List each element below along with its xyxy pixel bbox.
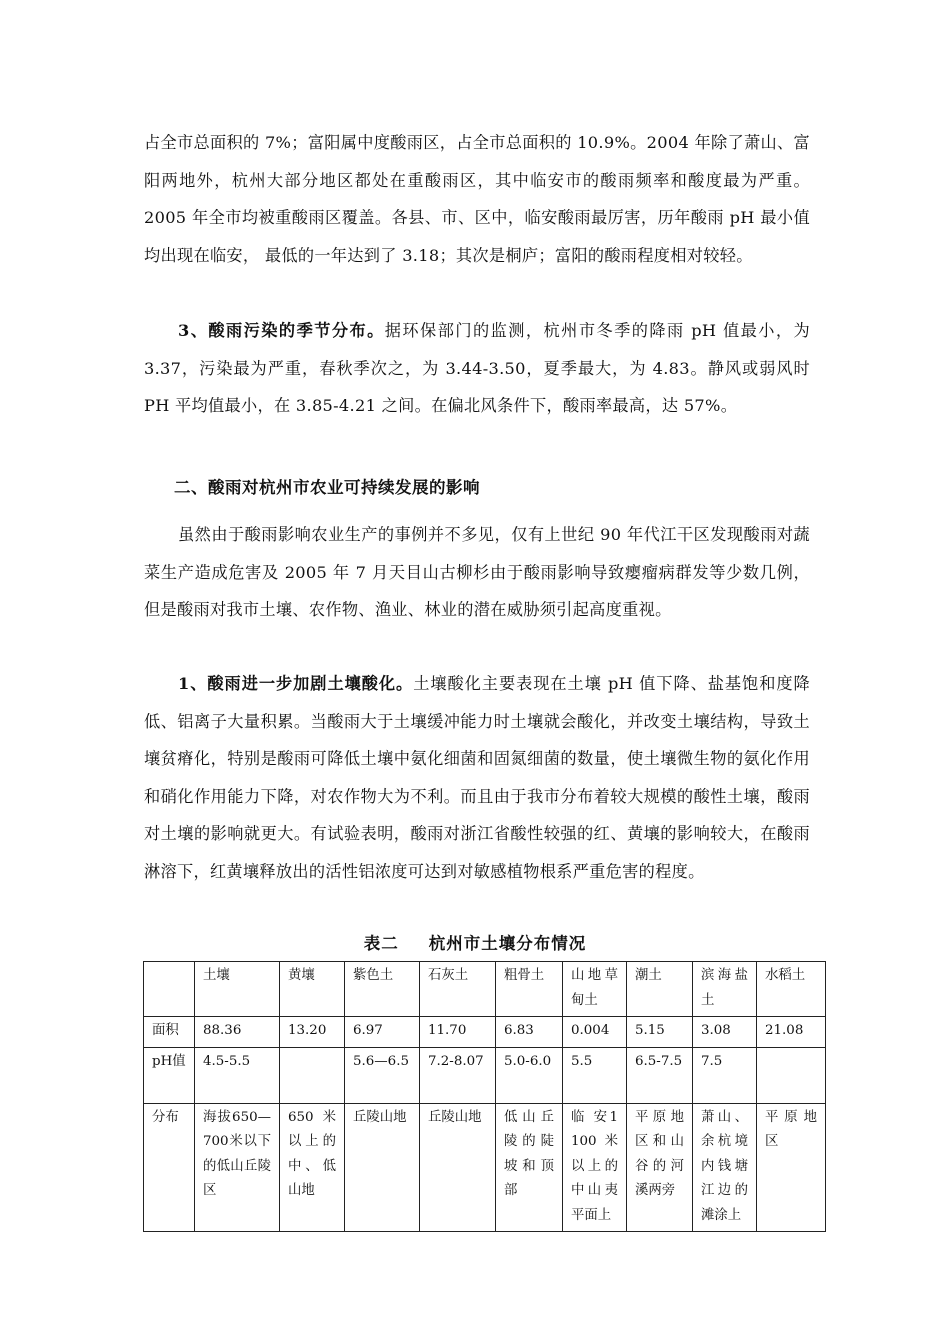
table-cell: 丘陵山地 [345,1103,420,1232]
table-cell: 7.5 [693,1047,757,1103]
table-cell: 13.20 [280,1017,345,1048]
table-row-area [144,1017,826,1048]
table-header-row [144,962,826,1017]
paragraph-body-soil: 土壤酸化主要表现在土壤 pH 值下降、盐基饱和度降低、铝离子大量积累。当酸雨大于土壤缓冲能力时土壤就会酸化，并改变土壤结构，导致土壤贫瘠化，特别是酸雨可降低土壤中氨化细菌和固氮细菌的数量，使土壤微生物的氨化作用和硝化作用能力下降，对农作物大为不利。而且由于我市分布着较大规模的酸性土壤，酸雨对土壤的影响就更大。有试验表明，酸雨对浙江省酸性较强的红、黄壤的影响较大，在酸雨淋溶下，红黄壤释放出的活性铝浓度可达到对敏感植物根系严重危害的程度。 [144,674,810,881]
table-header-cell: 土壤 [195,962,280,1017]
soil-distribution-table [143,961,826,1232]
paragraph-intro-impact: 虽然由于酸雨影响农业生产的事例并不多见，仅有上世纪 90 年代江干区发现酸雨对蔬菜生产造成危害及 2005 年 7 月天目山古柳杉由于酸雨影响导致瘿瘤病群发等少数几例，但是酸雨对我市土壤、农作物、渔业、林业的潜在威胁须引起高度重视。 [144,525,810,619]
table-cell: 0.004 [563,1017,627,1048]
table-number: 表二 [363,934,399,953]
paragraph-acid-rain-distribution: 占全市总面积的 7%；富阳属中度酸雨区，占全市总面积的 10.9%。2004 年除了萧山、富阳两地外，杭州大部分地区都处在重酸雨区，其中临安市的酸雨频率和酸度最为严重。2005 年全市均被重酸雨区覆盖。各县、市、区中，临安酸雨最厉害，历年酸雨 pH 最小值均出现在临安， 最低的一年达到了 3.18；其次是桐庐；富阳的酸雨程度相对较轻。 [144,133,810,265]
table-cell: 5.15 [627,1017,693,1048]
table-header-cell: 潮土 [627,962,693,1017]
table-row-label: 分布 [144,1103,195,1232]
table-header-cell: 石灰土 [420,962,496,1017]
paragraph-lead-soil: 1、酸雨进一步加剧土壤酸化。 [178,674,414,693]
table-cell: 海拔650—700米以下的低山丘陵区 [195,1103,280,1232]
table-cell [280,1047,345,1103]
table-cell: 6.97 [345,1017,420,1048]
table-row-label: pH值 [144,1047,195,1103]
table-header-cell: 滨海盐土 [693,962,757,1017]
table-cell: 5.6—6.5 [345,1047,420,1103]
table-cell: 21.08 [757,1017,826,1048]
table-cell: 7.2-8.07 [420,1047,496,1103]
table-header-cell: 紫色土 [345,962,420,1017]
table-header-cell: 黄壤 [280,962,345,1017]
table-cell: 6.83 [496,1017,563,1048]
table-cell: 临 安1100米以上的中山夷平面上 [563,1103,627,1232]
table-header-cell: 山地草甸土 [563,962,627,1017]
table-cell: 萧山、余杭境内钱塘江边的滩涂上 [693,1103,757,1232]
paragraph-seasonal-distribution [144,312,810,425]
table-cell: 88.36 [195,1017,280,1048]
table-row-distribution [144,1103,826,1232]
table-row-ph [144,1047,826,1103]
table-cell: 11.70 [420,1017,496,1048]
table-cell: 平原地区 [757,1103,826,1232]
table-caption [0,930,950,954]
section-heading: 二、酸雨对杭州市农业可持续发展的影响 [174,478,480,497]
paragraph-body-seasonal: 据环保部门的监测，杭州市冬季的降雨 pH 值最小，为 3.37，污染最为严重，春秋季次之，为 3.44-3.50，夏季最大，为 4.83。静风或弱风时 PH 平均值最小，在 3.85-4.21 之间。在偏北风条件下，酸雨率最高，达 57%。 [144,321,810,415]
table-row-label: 面积 [144,1017,195,1048]
table-cell: 4.5-5.5 [195,1047,280,1103]
table-cell: 丘陵山地 [420,1103,496,1232]
paragraph-lead-seasonal: 3、酸雨污染的季节分布。 [178,321,385,340]
table-cell: 650 米以上的中、低山地 [280,1103,345,1232]
table-title: 杭州市土壤分布情况 [428,934,587,953]
table-header-cell: 粗骨土 [496,962,563,1017]
table-cell: 平原地区和山谷的河溪两旁 [627,1103,693,1232]
table-header-cell: 水稻土 [757,962,826,1017]
table-cell: 6.5-7.5 [627,1047,693,1103]
table-cell: 3.08 [693,1017,757,1048]
table-cell: 5.0-6.0 [496,1047,563,1103]
table-cell: 低山丘陵的陡坡和顶部 [496,1103,563,1232]
table-cell: 5.5 [563,1047,627,1103]
table-cell [144,962,195,1017]
paragraph-soil-acidification [144,665,810,890]
table-cell [757,1047,826,1103]
